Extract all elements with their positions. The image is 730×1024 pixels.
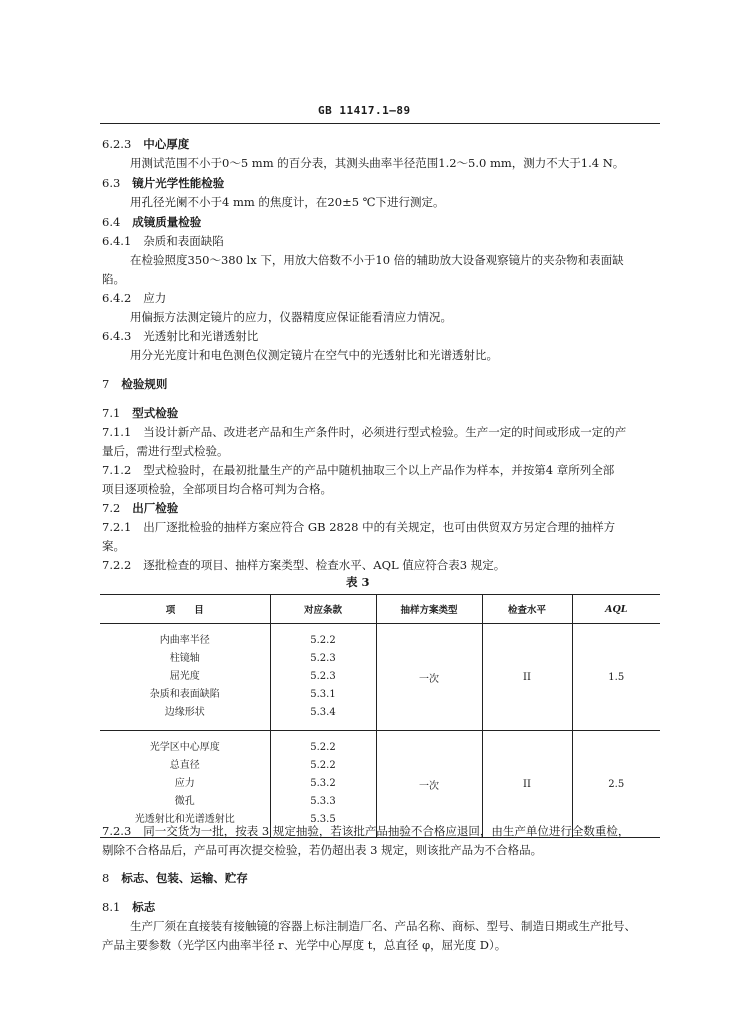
table-item: 内曲率半径: [159, 635, 210, 646]
table-clause: 5.3.5: [310, 814, 336, 825]
inspection-table: [100, 594, 660, 838]
col-header-clause: 对应条款: [270, 595, 376, 624]
section-number: 8: [102, 871, 110, 885]
text-line-s81p1: [130, 918, 636, 934]
section-number: 6.3: [102, 176, 121, 190]
table-clause: 5.2.2: [310, 742, 336, 753]
table-clause: 5.2.2: [310, 635, 336, 646]
text-line-s711b: [102, 443, 229, 459]
item-cell: [100, 731, 270, 838]
paragraph-text: 项目逐项检验，全部项目均合格可判为合格。: [102, 482, 332, 496]
table-item: 光透射比和光谱透射比: [134, 814, 235, 825]
table-clause: 5.3.4: [310, 707, 336, 718]
col-header-level: 检查水平: [482, 595, 572, 624]
table-item: 杂质和表面缺陷: [149, 689, 220, 700]
table-item: 边缘形状: [164, 707, 205, 718]
section-title: 检验规则: [121, 377, 168, 391]
scheme-cell: 一次: [376, 731, 482, 838]
table-item: 应力: [174, 778, 195, 789]
text-line-s641p2: [102, 271, 125, 287]
paragraph-text: 陷。: [102, 272, 125, 286]
section-title: 镜片光学性能检验: [132, 176, 225, 190]
table-clause: 5.3.3: [310, 796, 336, 807]
aql-cell: 2.5: [572, 731, 660, 838]
text-line-s722: [102, 557, 505, 573]
section-number: 6.4.1: [102, 234, 132, 248]
section-number: 6.4.3: [102, 329, 132, 343]
table-item: 光学区中心厚度: [149, 742, 220, 753]
text-line-s64: [102, 214, 201, 230]
paragraph-text: 在检验照度350～380 lx 下，用放大倍数不小于10 倍的辅助放大设备观察镜片的夹杂物和表面缺: [130, 253, 624, 267]
section-title: 出厂逐批检验的抽样方案应符合 GB 2828 中的有关规定，也可由供贸双方另定合理的抽样方: [143, 520, 616, 534]
section-title: 同一交货为一批，按表 3 规定抽验，若该批产品抽验不合格应退回，由生产单位进行全数重检，: [143, 824, 630, 838]
text-line-s63: [102, 175, 224, 191]
paragraph-text: 用孔径光阑不小于4 mm 的焦度计，在20±5 ℃下进行测定。: [130, 195, 445, 209]
text-line-s641p1: [130, 252, 624, 268]
table-row-group: [100, 624, 660, 731]
table-caption: 表 3: [346, 575, 370, 589]
aql-cell: 1.5: [572, 624, 660, 731]
section-title: 型式检验时，在最初批量生产的产品中随机抽取三个以上产品作为样本，并按第4 章所列全部: [143, 463, 615, 477]
table-clause: 5.2.2: [310, 760, 336, 771]
paragraph-text: 用分光光度计和电色测色仪测定镜片在空气中的光透射比和光谱透射比。: [130, 348, 498, 362]
text-line-s643p: [130, 347, 498, 363]
text-line-s641: [102, 233, 224, 249]
paragraph-text: 用测试范围不小于0～5 mm 的百分表，其测头曲率半径范围1.2～5.0 mm，测力不大于1.4 N。: [130, 156, 625, 170]
section-title: 标志: [132, 900, 156, 914]
item-cell: [100, 624, 270, 731]
standard-number-header: GB 11417.1—89: [318, 104, 411, 117]
text-line-s71: [102, 405, 178, 421]
section-title: 光透射比和光谱透射比: [143, 329, 259, 343]
paragraph-text: 案。: [102, 539, 125, 553]
section-title: 逐批检查的项目、抽样方案类型、检查水平、AQL 值应符合表3 规定。: [143, 558, 506, 572]
clause-cell: [270, 624, 376, 731]
section-number: 6.4.2: [102, 291, 132, 305]
section-number: 7.2.2: [102, 558, 132, 572]
section-number: 7: [102, 377, 110, 391]
table-clause: 5.3.1: [310, 689, 336, 700]
table-item: 微孔: [174, 796, 195, 807]
text-line-s712a: [102, 462, 614, 478]
text-line-s721a: [102, 519, 615, 535]
section-title: 中心厚度: [143, 137, 190, 151]
section-title: 出厂检验: [132, 501, 179, 515]
text-line-s8: [102, 870, 248, 886]
text-line-s81p2: [102, 937, 506, 953]
table-clause: 5.2.3: [310, 653, 336, 664]
section-number: 6.4: [102, 215, 121, 229]
section-number: 7.1.1: [102, 425, 132, 439]
section-title: 成镜质量检验: [132, 215, 202, 229]
table-item: 总直径: [169, 760, 200, 771]
text-line-s643: [102, 328, 258, 344]
text-line-s623: [102, 136, 189, 152]
section-title: 当设计新产品、改进老产品和生产条件时，必须进行型式检验。生产一定的时间或形成一定的产: [143, 425, 627, 439]
level-cell: II: [482, 624, 572, 731]
text-line-s623p: [130, 155, 624, 171]
section-number: 6.2.3: [102, 137, 132, 151]
table-row-group: [100, 731, 660, 838]
paragraph-text: 量后，需进行型式检验。: [102, 444, 229, 458]
section-number: 7.1.2: [102, 463, 132, 477]
text-line-s7: [102, 376, 167, 392]
section-number: 8.1: [102, 900, 121, 914]
col-header-scheme: 抽样方案类型: [376, 595, 482, 624]
section-number: 7.2: [102, 501, 121, 515]
level-cell: II: [482, 731, 572, 838]
text-line-s711a: [102, 424, 626, 440]
col-header-item: 项 目: [100, 595, 270, 624]
table-clause: 5.2.3: [310, 671, 336, 682]
text-line-s63p: [130, 194, 445, 210]
scheme-cell: 一次: [376, 624, 482, 731]
col-header-aql: AQL: [572, 595, 660, 624]
clause-cell: [270, 731, 376, 838]
table-item: 柱镜轴: [169, 653, 200, 664]
table-item: 屈光度: [169, 671, 200, 682]
paragraph-text: 用偏振方法测定镜片的应力，仪器精度应保证能看清应力情况。: [130, 310, 452, 324]
header-rule: [100, 123, 660, 124]
section-number: 7.2.1: [102, 520, 132, 534]
table-clause: 5.3.2: [310, 778, 336, 789]
section-title: 标志、包装、运输、贮存: [121, 871, 248, 885]
section-title: 型式检验: [132, 406, 179, 420]
text-line-s72: [102, 500, 178, 516]
paragraph-text: 产品主要参数（光学区内曲率半径 r、光学中心厚度 t，总直径 φ，屈光度 D）。: [102, 938, 507, 952]
paragraph-text: 剔除不合格品后，产品可再次提交检验，若仍超出表 3 规定，则该批产品为不合格品。: [102, 843, 543, 857]
text-line-s642: [102, 290, 166, 306]
text-line-s712b: [102, 481, 332, 497]
section-number: 7.1: [102, 406, 121, 420]
paragraph-text: 生产厂须在直接装有接触镜的容器上标注制造厂名、产品名称、商标、型号、制造日期或生产批号、: [130, 919, 636, 933]
text-line-s721b: [102, 538, 125, 554]
text-line-s642p: [130, 309, 452, 325]
text-line-s81: [102, 899, 155, 915]
text-line-s723b: [102, 842, 542, 858]
section-number: 7.2.3: [102, 824, 132, 838]
section-title: 应力: [143, 291, 167, 305]
section-title: 杂质和表面缺陷: [143, 234, 224, 248]
